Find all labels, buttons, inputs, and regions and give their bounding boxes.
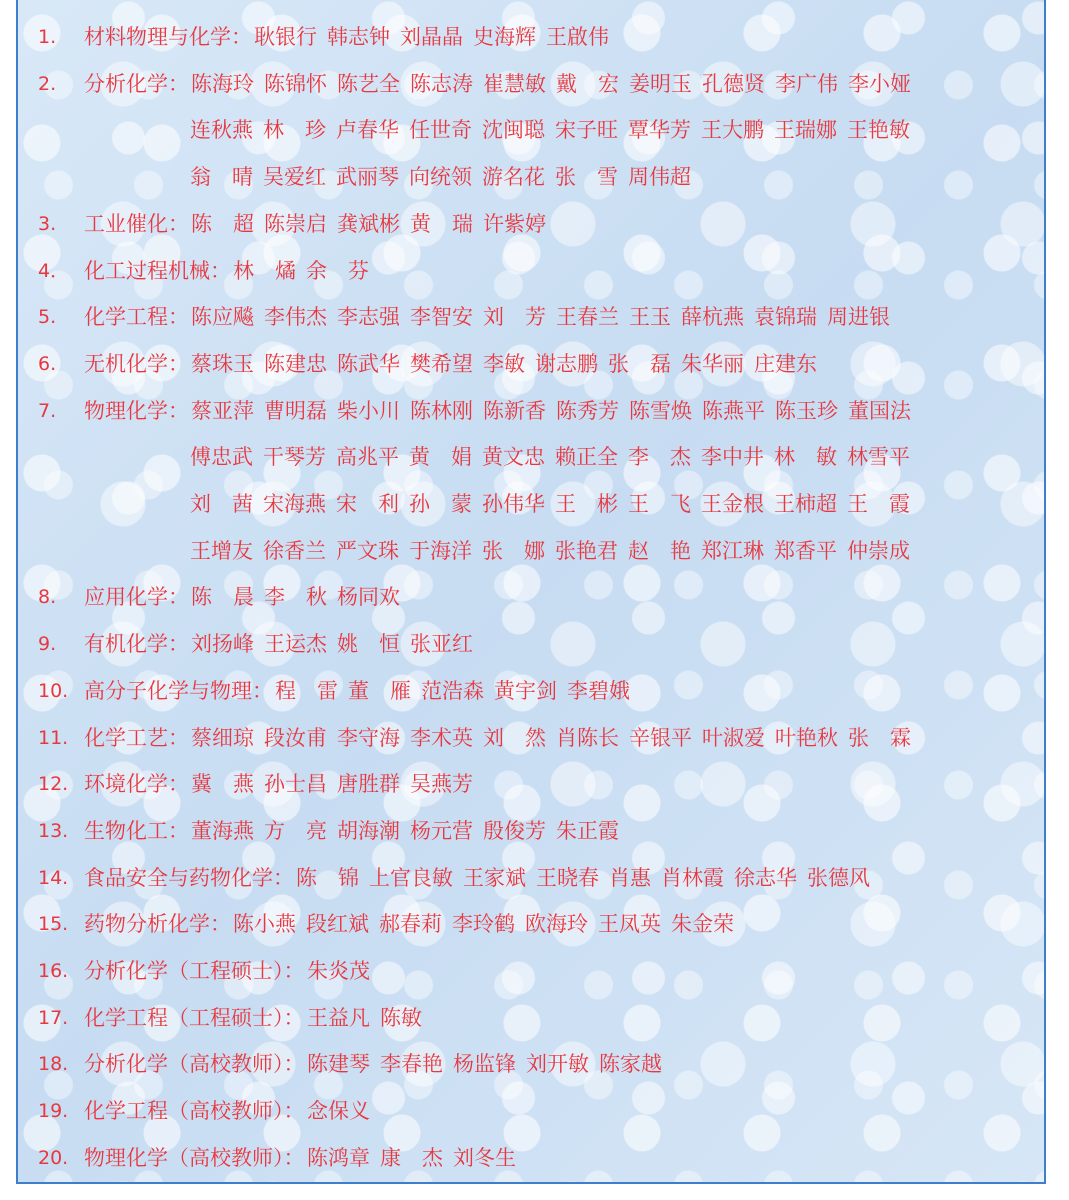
person-name: 李守海	[337, 725, 400, 750]
entry-category: 无机化学：	[84, 351, 189, 376]
entry-line	[18, 61, 1044, 107]
entry-line	[18, 574, 1044, 620]
person-name: 程 雷	[275, 678, 338, 703]
person-name: 王啟伟	[546, 25, 609, 49]
person-name: 张德风	[807, 865, 870, 890]
person-name: 赖正全	[555, 445, 618, 470]
entry-names	[191, 761, 483, 807]
entry-number: 2.	[38, 72, 57, 95]
entry-names	[190, 528, 920, 574]
entry-names	[191, 201, 556, 247]
person-name: 袁锦瑞	[754, 305, 817, 330]
person-name: 刘 然	[483, 725, 546, 750]
person-name: 武丽琴	[336, 165, 399, 190]
person-name: 李志强	[337, 305, 400, 330]
person-name: 李 杰	[628, 445, 691, 470]
entry-category: 物理化学（高校教师）：	[84, 1145, 305, 1170]
person-name: 康 杰	[380, 1145, 443, 1170]
person-name: 蔡亚萍	[191, 398, 254, 423]
entry-names	[190, 434, 920, 480]
entry-line	[18, 107, 1044, 153]
entry-number: 19.	[38, 1100, 69, 1123]
entry-category: 药物分析化学：	[84, 912, 231, 937]
person-name: 龚斌彬	[337, 211, 400, 236]
entry-names	[191, 808, 629, 854]
entry-category: 物理化学：	[84, 398, 189, 423]
entry-names	[307, 1135, 526, 1181]
entry-number: 16.	[38, 960, 69, 982]
person-name: 崔慧敏	[483, 71, 546, 96]
person-name: 游名花	[482, 165, 545, 190]
entry-names	[307, 1041, 672, 1087]
entry-line	[18, 528, 1044, 574]
person-name: 杨元营	[410, 818, 473, 843]
person-name: 吴燕芳	[410, 772, 473, 797]
person-name: 陈应飚	[191, 305, 254, 330]
entry-names	[190, 154, 701, 200]
entry-number: 14.	[38, 866, 69, 889]
person-name: 周进银	[827, 305, 890, 330]
person-name: 郑江琳	[701, 538, 764, 563]
entry-category: 生物化工：	[84, 818, 189, 843]
person-name: 冀 燕	[191, 772, 254, 797]
entry-number: 9.	[38, 633, 57, 656]
entry-category: 化工过程机械：	[84, 258, 231, 283]
person-name: 连秋燕	[190, 118, 253, 143]
person-name: 蔡细琼	[191, 725, 254, 750]
person-name: 仲崇成	[847, 538, 910, 563]
person-name: 王春兰	[556, 305, 619, 330]
person-name: 黄 娟	[409, 445, 472, 470]
person-name: 段红斌	[306, 912, 369, 937]
entry-category: 分析化学：	[84, 71, 189, 96]
entry-line	[18, 1135, 1044, 1181]
entry-number: 4．	[38, 259, 70, 282]
person-name: 陈崇启	[264, 211, 327, 236]
person-name: 郝春莉	[379, 912, 442, 937]
person-name: 孔德贤	[702, 71, 765, 96]
entry-category: 食品安全与药物化学：	[84, 865, 294, 890]
person-name: 叶艳秋	[775, 725, 838, 750]
person-name: 陈家越	[599, 1052, 662, 1077]
person-name: 任世奇	[409, 118, 472, 143]
person-name: 辛银平	[629, 725, 692, 750]
entry-names	[233, 901, 744, 947]
entry-category: 材料物理与化学：	[84, 25, 252, 49]
person-name: 欧海玲	[525, 912, 588, 937]
person-name: 王运杰	[264, 632, 327, 657]
person-name: 樊希望	[410, 351, 473, 376]
person-name: 许紫婷	[483, 211, 546, 236]
person-name: 王柿超	[774, 492, 837, 516]
entry-category: 化学工程：	[84, 305, 189, 330]
person-name: 上官良敏	[369, 865, 453, 890]
entry-names	[190, 107, 920, 153]
person-name: 徐志华	[734, 865, 797, 890]
person-name: 杨监锋	[453, 1052, 516, 1077]
entry-number: 15.	[38, 913, 69, 936]
person-name: 陈武华	[337, 351, 400, 376]
entry-line	[18, 341, 1044, 387]
person-name: 柴小川	[337, 398, 400, 423]
entry-names	[275, 668, 640, 714]
entry-names	[191, 715, 921, 761]
entry-line	[18, 388, 1044, 434]
person-name: 陈小燕	[233, 912, 296, 937]
entry-names	[190, 481, 920, 527]
entry-names	[191, 574, 410, 620]
person-name: 孙 蒙	[409, 492, 472, 516]
person-name: 翁 晴	[190, 165, 253, 190]
entry-names	[191, 61, 921, 107]
person-name: 陈建忠	[264, 351, 327, 376]
person-name: 陈敏	[380, 1005, 422, 1030]
person-name: 耿银行	[254, 25, 317, 49]
entry-line	[18, 154, 1044, 200]
person-name: 张 雪	[555, 165, 618, 190]
entry-line	[18, 294, 1044, 340]
person-name: 宋 利	[336, 492, 399, 516]
person-name: 李中井	[701, 445, 764, 470]
person-name: 胡海潮	[337, 818, 400, 843]
person-name: 唐胜群	[337, 772, 400, 797]
person-name: 杨同欢	[337, 585, 400, 610]
entry-number: 1.	[38, 26, 57, 48]
person-name: 陈锦怀	[264, 71, 327, 96]
person-name: 董国法	[848, 398, 911, 423]
person-name: 董海燕	[191, 818, 254, 843]
person-name: 王晓春	[536, 865, 599, 890]
entry-number: 17.	[38, 1006, 69, 1029]
person-name: 林 敏	[774, 445, 837, 470]
entry-line	[18, 621, 1044, 667]
entry-names	[296, 855, 880, 901]
person-name: 方 亮	[264, 818, 327, 843]
entry-line	[18, 948, 1044, 994]
person-name: 于海洋	[409, 538, 472, 563]
entry-number: 6.	[38, 352, 57, 375]
person-name: 朱华丽	[681, 351, 744, 376]
entry-category: 有机化学：	[84, 632, 189, 657]
person-name: 李广伟	[775, 71, 838, 96]
person-name: 肖陈长	[556, 725, 619, 750]
entry-line	[18, 14, 1044, 60]
entry-line	[18, 248, 1044, 294]
entry-number: 11.	[38, 726, 69, 749]
entry-number: 13.	[38, 819, 69, 842]
person-name: 李碧娥	[567, 678, 630, 703]
person-name: 陈林刚	[410, 398, 473, 423]
person-name: 林 珍	[263, 118, 326, 143]
person-name: 张 霖	[848, 725, 911, 750]
person-name: 卢春华	[336, 118, 399, 143]
person-name: 韩志钟	[327, 25, 390, 49]
person-name: 庄建东	[754, 351, 817, 376]
person-name: 赵 艳	[628, 538, 691, 563]
entry-number: 5.	[38, 306, 57, 329]
person-name: 林雪平	[847, 445, 910, 470]
person-name: 董 雁	[348, 678, 411, 703]
entry-names	[307, 995, 432, 1041]
entry-line	[18, 201, 1044, 247]
person-name: 傅忠武	[190, 445, 253, 470]
person-name: 陈艺全	[337, 71, 400, 96]
person-name: 刘冬生	[453, 1145, 516, 1170]
person-name: 李 秋	[264, 585, 327, 610]
person-name: 沈闽聪	[482, 118, 545, 143]
entry-names	[191, 341, 827, 387]
entry-line	[18, 481, 1044, 527]
entry-category: 分析化学（高校教师）：	[84, 1052, 305, 1077]
entry-number: 18.	[38, 1053, 69, 1076]
entry-category: 环境化学：	[84, 772, 189, 797]
person-name: 念保义	[307, 1099, 370, 1124]
person-name: 李玲鹤	[452, 912, 515, 937]
person-name: 吴爱红	[263, 165, 326, 190]
person-name: 黄文忠	[482, 445, 545, 470]
person-name: 陈玉珍	[775, 398, 838, 423]
person-name: 姚 恒	[337, 632, 400, 657]
person-name: 张 娜	[482, 538, 545, 563]
person-name: 朱正霞	[556, 818, 619, 843]
person-name: 范浩森	[421, 678, 484, 703]
entry-number: 8.	[38, 586, 57, 609]
person-name: 孙伟华	[482, 492, 545, 516]
person-name: 李小娅	[848, 71, 911, 96]
person-name: 肖惠	[609, 865, 651, 890]
entry-category: 化学工程（高校教师）：	[84, 1099, 305, 1124]
entry-line	[18, 668, 1044, 714]
person-name: 刘 茜	[190, 492, 253, 516]
person-name: 张 磊	[608, 351, 671, 376]
person-name: 段汝甫	[264, 725, 327, 750]
person-name: 陈建琴	[307, 1052, 370, 1077]
person-name: 张艳君	[555, 538, 618, 563]
person-name: 王 彬	[555, 492, 618, 516]
person-name: 黄宇剑	[494, 678, 557, 703]
person-name: 林 燏	[233, 258, 296, 283]
person-name: 周伟超	[628, 165, 691, 190]
person-name: 覃华芳	[628, 118, 691, 143]
entry-number: 12.	[38, 773, 69, 796]
person-name: 陈 晨	[191, 585, 254, 610]
person-name: 陈 超	[191, 211, 254, 236]
person-name: 王大鹏	[701, 118, 764, 143]
entry-names	[191, 621, 483, 667]
person-name: 薛杭燕	[681, 305, 744, 330]
entry-number: 7.	[38, 399, 57, 422]
entry-category: 化学工程（工程硕士）：	[84, 1005, 305, 1030]
person-name: 余 芬	[306, 258, 369, 283]
entry-line	[18, 761, 1044, 807]
person-name: 王益凡	[307, 1005, 370, 1030]
person-name: 史海辉	[473, 25, 536, 49]
person-name: 李智安	[410, 305, 473, 330]
person-name: 刘 芳	[483, 305, 546, 330]
person-name: 叶淑爱	[702, 725, 765, 750]
person-name: 王金根	[701, 492, 764, 516]
person-name: 戴 宏	[556, 71, 619, 96]
person-name: 陈雪焕	[629, 398, 692, 423]
person-name: 刘开敏	[526, 1052, 589, 1077]
entry-names	[233, 248, 379, 294]
entry-category: 高分子化学与物理：	[84, 678, 273, 703]
person-name: 陈志涛	[410, 71, 473, 96]
entry-line	[18, 1088, 1044, 1134]
person-name: 李敏	[483, 351, 525, 376]
entry-line	[18, 715, 1044, 761]
person-name: 徐香兰	[263, 538, 326, 563]
person-name: 张亚红	[410, 632, 473, 657]
entry-line	[18, 808, 1044, 854]
entry-names	[307, 1088, 380, 1134]
person-name: 严文珠	[336, 538, 399, 563]
person-name: 朱金荣	[671, 912, 734, 937]
entry-names	[254, 14, 619, 60]
person-name: 陈鸿章	[307, 1145, 370, 1170]
person-name: 肖林霞	[661, 865, 724, 890]
person-name: 黄 瑞	[410, 211, 473, 236]
person-name: 殷俊芳	[483, 818, 546, 843]
entry-category: 工业催化：	[84, 211, 189, 236]
entry-line	[18, 1041, 1044, 1087]
person-name: 王增友	[190, 538, 253, 563]
entry-line	[18, 901, 1044, 947]
person-name: 李术英	[410, 725, 473, 750]
entry-number: 3.	[38, 212, 57, 235]
entry-category: 应用化学：	[84, 585, 189, 610]
person-name: 王艳敏	[847, 118, 910, 143]
person-name: 王瑞娜	[774, 118, 837, 143]
person-name: 王凤英	[598, 912, 661, 937]
person-name: 蔡珠玉	[191, 351, 254, 376]
person-name: 曹明磊	[264, 398, 327, 423]
entry-line	[18, 434, 1044, 480]
person-name: 陈 锦	[296, 865, 359, 890]
person-name: 宋子旺	[555, 118, 618, 143]
person-name: 刘扬峰	[191, 632, 254, 657]
entry-number: 20.	[38, 1146, 69, 1169]
person-name: 谢志鹏	[535, 351, 598, 376]
person-name: 姜明玉	[629, 71, 692, 96]
entry-category: 分析化学（工程硕士）：	[84, 959, 305, 983]
person-name: 朱炎茂	[307, 959, 370, 983]
person-name: 王玉	[629, 305, 671, 330]
person-name: 宋海燕	[263, 492, 326, 516]
entry-line	[18, 995, 1044, 1041]
person-name: 郑香平	[774, 538, 837, 563]
person-name: 陈海玲	[191, 71, 254, 96]
entry-names	[307, 948, 380, 994]
person-name: 陈新香	[483, 398, 546, 423]
entry-number: 10.	[38, 679, 69, 702]
person-name: 王 飞	[628, 492, 691, 516]
person-name: 高兆平	[336, 445, 399, 470]
person-name: 王 霞	[847, 492, 910, 516]
person-name: 陈燕平	[702, 398, 765, 423]
person-name: 王家斌	[463, 865, 526, 890]
person-name: 陈秀芳	[556, 398, 619, 423]
entry-names	[191, 388, 921, 434]
person-name: 李春艳	[380, 1052, 443, 1077]
person-name: 向统领	[409, 165, 472, 190]
entry-names	[191, 294, 900, 340]
person-name: 刘晶晶	[400, 25, 463, 49]
entry-category: 化学工艺：	[84, 725, 189, 750]
person-name: 干琴芳	[263, 445, 326, 470]
person-name: 孙士昌	[264, 772, 327, 797]
roster-panel	[16, 0, 1046, 1184]
entry-line	[18, 855, 1044, 901]
person-name: 李伟杰	[264, 305, 327, 330]
